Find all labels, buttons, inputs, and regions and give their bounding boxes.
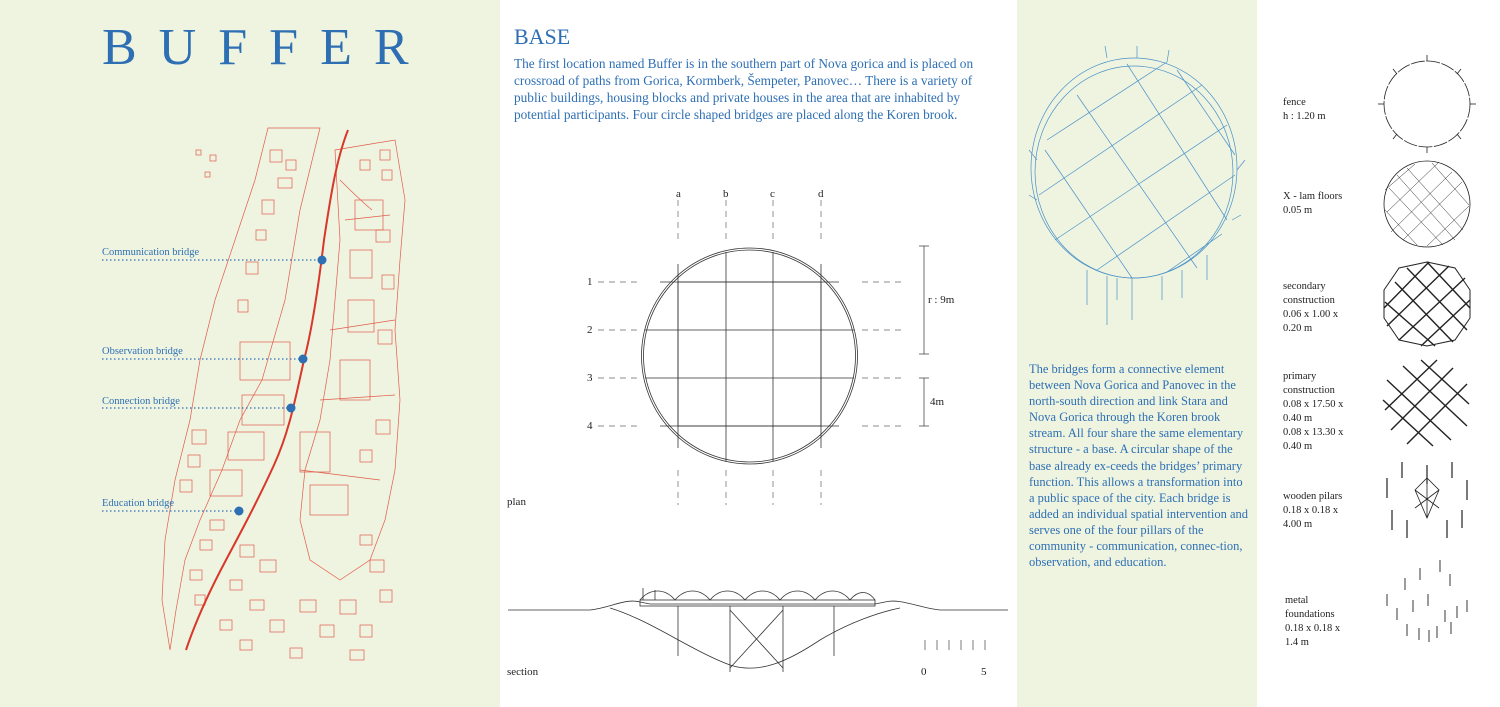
base-intro-text: The first location named Buffer is in the southern part of Nova gorica and is placed on crossroad of paths from Gorica, Kormberk, Šempeter, Panovec… There is a variety of public buildings, housing blocks and private houses in the area that are inhabited by potential participants. Four circle shaped bridges are placed along the Koren brook.	[514, 56, 974, 122]
map-buildings	[162, 128, 405, 660]
legend-fence: fence h : 1.20 m	[1283, 97, 1326, 122]
metal-foundations-icon	[1387, 560, 1467, 642]
connection-bridge-marker	[287, 404, 296, 413]
wooden-pillars-icon	[1387, 462, 1467, 538]
education-bridge-label: Education bridge	[102, 498, 175, 509]
radius-label: r : 9m	[928, 294, 955, 306]
plan-column-a: a	[676, 188, 681, 200]
legend-metal-foundations: metal foundations 0.18 x 0.18 x 1.4 m	[1285, 595, 1341, 648]
connection-bridge-label: Connection bridge	[102, 396, 180, 407]
terrain-line	[508, 601, 1008, 610]
plan-row-1: 1	[587, 276, 593, 288]
base-heading: BASE	[514, 24, 571, 49]
scale-end-label: 5	[981, 666, 987, 678]
secondary-construction-icon	[1384, 262, 1470, 346]
bridges-description: The bridges form a connective element between Nova Gorica and Panovec in the north-south direction and link Stara and Nova Gorica through the Koren brook stream. All four share the same elementary structure - a base. A circular shape of the base already ex-ceeds the bridges’ primary function. This allows a transformation into a public space of the city. Each bridge is added an individual spatial intervention and serves one of the four pillars of the community - communication, connec-tion, observation, and education.	[1029, 362, 1249, 570]
section-label: section	[507, 666, 539, 678]
plan-row-4: 4	[587, 420, 593, 432]
legend-floors: X - lam floors 0.05 m	[1283, 191, 1343, 216]
education-bridge-marker	[235, 507, 244, 516]
plan-row-3: 3	[587, 372, 593, 384]
observation-bridge-label: Observation bridge	[102, 346, 183, 357]
section-drawing	[500, 580, 1017, 690]
spacing-label: 4m	[930, 396, 945, 408]
brook-bed	[610, 608, 900, 668]
legend-secondary-construction: secondary construction 0.06 x 1.00 x 0.20 m	[1283, 281, 1339, 334]
axonometric-drawing	[1017, 0, 1257, 340]
scale-start-label: 0	[921, 666, 927, 678]
project-title: BUFFER	[102, 19, 431, 76]
plan-column-d: d	[818, 188, 824, 200]
plan-column-b: b	[723, 188, 729, 200]
plan-label: plan	[507, 496, 526, 508]
plan-drawing	[500, 180, 1017, 510]
plan-column-c: c	[770, 188, 775, 200]
site-map	[0, 0, 500, 707]
fence-icon	[1378, 55, 1476, 153]
legend-icons	[1257, 0, 1500, 707]
communication-bridge-label: Communication bridge	[102, 247, 200, 258]
scale-bar	[925, 640, 985, 650]
plan-outer-circle	[642, 248, 858, 464]
primary-construction-icon	[1383, 360, 1469, 446]
floor-grid-icon	[1384, 161, 1470, 247]
plan-row-2: 2	[587, 324, 593, 336]
bridge-markers	[102, 256, 327, 516]
observation-bridge-marker	[299, 355, 308, 364]
communication-bridge-marker	[318, 256, 327, 265]
legend-primary-construction: primary construction 0.08 x 17.50 x 0.40 m 0.08 x 13.30 x 0.40 m	[1283, 371, 1344, 452]
legend-wooden-pillars: wooden pilars 0.18 x 0.18 x 4.00 m	[1283, 491, 1343, 530]
